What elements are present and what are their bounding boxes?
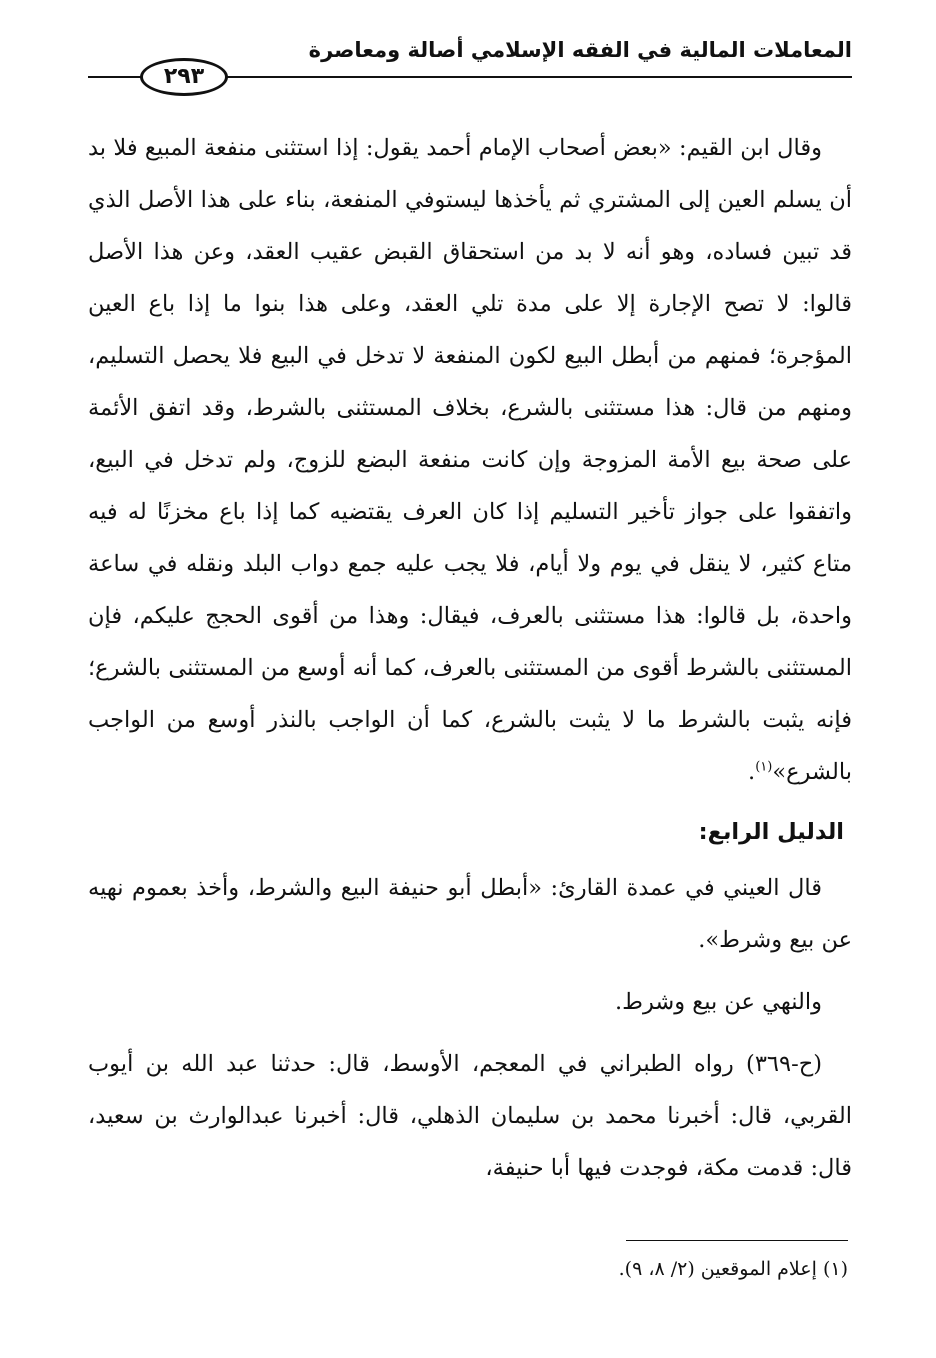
section-heading: الدليل الرابع: <box>698 819 844 845</box>
paragraph-text: وقال ابن القيم: «بعض أصحاب الإمام أحمد يقول: إذا استثنى منفعة المبيع فلا بد أن يسلم العين إلى المشتري ثم يأخذها ليستوفي المنفعة، بناء على هذا الأصل الذي قد تبين فساده، وهو أنه لا بد من استحقاق القبض عقيب العقد، وعن هذا الأصل قالوا: لا تصح الإجارة إلا على مدة تلي العقد، وعلى هذا بنوا ما إذا باع العين المؤجرة؛ فمنهم من أبطل البيع لكون المنفعة لا تدخل في البيع فلا يحصل التسليم، ومنهم من قال: هذا مستثنى بالشرع، بخلاف المستثنى بالشرط، وقد اتفق الأئمة على صحة بيع الأمة المزوجة وإن كانت منفعة البضع للزوج، ولم تدخل في البيع، واتفقوا على جواز تأخير التسليم إذا كان العرف يقتضيه كما إذا باع مخزنًا له فيه متاع كثير، لا ينقل في يوم ولا أيام، فلا يجب عليه جمع دواب البلد ونقله في ساعة واحدة، بل قالوا: هذا مستثنى بالعرف، فيقال: وهذا من أقوى الحجج عليكم، فإن المستثنى بالشرط أقوى من المستثنى بالعرف، كما أنه أوسع من المستثنى بالشرع؛ فإنه يثبت بالشرط ما لا يثبت بالشرع، كما أن الواجب بالنذر أوسع من الواجب بالشرع» <box>88 135 852 785</box>
paragraph-hadith: (ح-٣٦٩) رواه الطبراني في المعجم، الأوسط، قال: حدثنا عبد الله بن أيوب القربي، قال: أخبرنا محمد بن سليمان الذهلي، قال: أخبرنا عبدالوارث بن سعيد، قال: قدمت مكة، فوجدت فيها أبا حنيفة، <box>88 1051 852 1181</box>
footnote-marker: (١) <box>822 1258 848 1280</box>
footnote <box>619 1258 848 1280</box>
page-header <box>88 38 852 108</box>
paragraph-end: . <box>748 759 756 785</box>
footnote-reference: (١) <box>755 759 773 775</box>
paragraph-ibn-qayyim <box>88 122 852 798</box>
main-text <box>88 122 852 1194</box>
footnote-text: إعلام الموقعين (٢/ ٨، ٩). <box>618 1258 817 1280</box>
running-title: المعاملات المالية في الفقه الإسلامي أصالة ومعاصرة <box>308 38 852 62</box>
paragraph-aini: قال العيني في عمدة القارئ: «أبطل أبو حنيفة البيع والشرط، وأخذ بعموم نهيه عن بيع وشرط». <box>88 875 852 953</box>
footnote-rule <box>626 1240 848 1241</box>
paragraph-nahy: والنهي عن بيع وشرط. <box>614 989 822 1015</box>
page-number: ٢٩٣ <box>140 58 228 96</box>
